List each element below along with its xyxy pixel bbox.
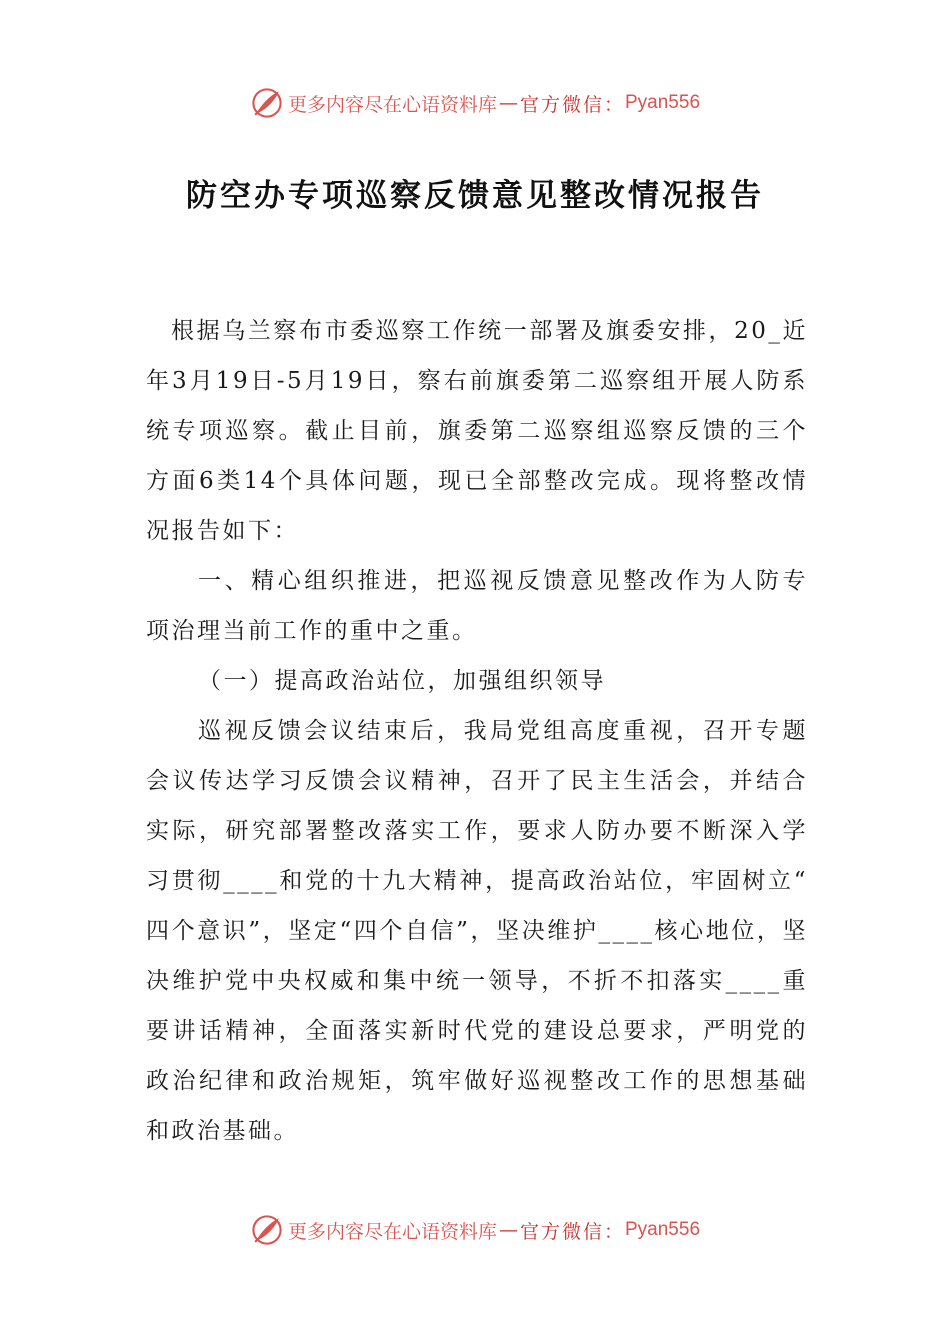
watermark-label: 官方微信： [519, 93, 625, 116]
watermark-label: 官方微信： [519, 1220, 625, 1243]
watermark-text: 更多内容尽在心语资料库 [287, 1220, 497, 1243]
watermark-wechat-id: Pyan556 [625, 1219, 701, 1240]
footer-watermark [0, 1210, 950, 1250]
watermark-separator: — [498, 92, 518, 114]
document-title: 防空办专项巡察反馈意见整改情况报告 [186, 178, 764, 214]
paragraph-body: 巡视反馈会议结束后，我局党组高度重视，召开专题会议传达学习反馈会议精神，召开了民主生活会，并结合实际，研究部署整改落实工作，要求人防办要不断深入学习贯彻____和党的十九大精神，提高政治站位，牢固树立“四个意识”，坚定“四个自信”，坚决维护____核心地位，坚决维护党中央权威和集中统一领导，不折不扣落实____重要讲话精神，全面落实新时代党的建设总要求，严明党的政治纪律和政治规矩，筑牢做好巡视整改工作的思想基础和政治基础。 [146, 718, 808, 1144]
watermark-separator: — [498, 1219, 518, 1241]
paragraph-section-heading: 一、精心组织推进，把巡视反馈意见整改作为人防专项治理当前工作的重中之重。 [146, 568, 808, 644]
header-watermark [0, 83, 950, 123]
watermark-wechat-id: Pyan556 [625, 92, 701, 113]
quill-pen-logo-icon [250, 1213, 284, 1247]
watermark-text: 更多内容尽在心语资料库 [287, 93, 497, 116]
paragraph-subsection-heading: （一）提高政治站位，加强组织领导 [198, 668, 606, 694]
quill-pen-logo-icon [250, 86, 284, 120]
document-body [146, 306, 808, 1156]
paragraph-intro: 根据乌兰察布市委巡察工作统一部署及旗委安排，20_近年3月19日-5月19日，察右前旗委第二巡察组开展人防系统专项巡察。截止目前，旗委第二巡察组巡察反馈的三个方面6类14个具体问题，现已全部整改完成。现将整改情况报告如下： [146, 318, 808, 544]
